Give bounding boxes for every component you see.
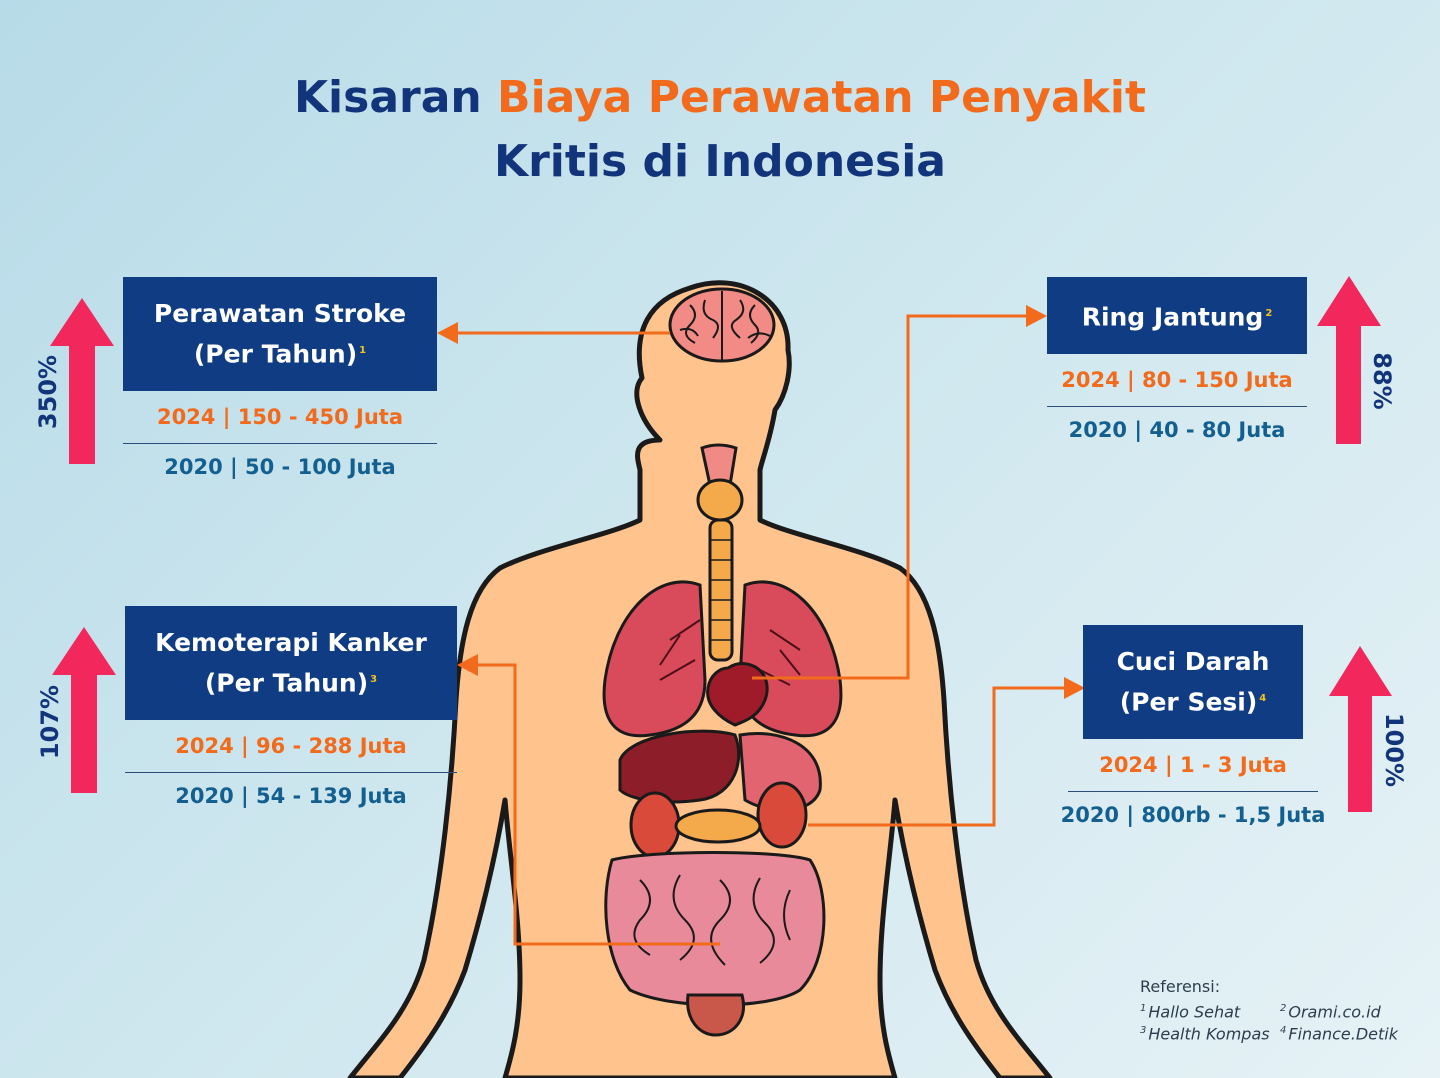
card-ring-title: Ring Jantung $^2$: [1081, 302, 1273, 332]
stroke-increase: 350%: [34, 354, 62, 430]
reference-item: $^4$ Finance.Detik: [1280, 1024, 1398, 1044]
ref-marker: 1: [359, 345, 367, 357]
brain-icon: [670, 289, 774, 361]
connector-cuci-arrowhead: [1064, 677, 1085, 699]
cuci-cost-2024: 2024 | 1 - 3 Juta: [1099, 753, 1287, 777]
right-kidney-icon: [758, 783, 806, 847]
kemo-divider: [125, 772, 457, 773]
kemo-cost-2020: 2020 | 54 - 139 Juta: [175, 784, 407, 808]
references-heading: Referensi:: [1140, 977, 1221, 996]
cuci-cost-2020: 2020 | 800rb - 1,5 Juta: [1060, 803, 1326, 827]
card-stroke-title: Perawatan Stroke: [153, 299, 407, 329]
stroke-cost-2020: 2020 | 50 - 100 Juta: [164, 455, 396, 479]
stroke-cost-2024: 2024 | 150 - 450 Juta: [156, 405, 404, 429]
card-stroke-subtitle: (Per Tahun) $^1$: [193, 339, 367, 369]
card-cuci-subtitle: (Per Sesi) $^4$: [1119, 687, 1267, 717]
reference-item: $^3$ Health Kompas: [1140, 1024, 1270, 1044]
connector-ring-arrowhead: [1026, 305, 1047, 327]
ring-cost-2020: 2020 | 40 - 80 Juta: [1068, 418, 1286, 442]
reference-item: $^1$ Hallo Sehat: [1140, 1002, 1241, 1022]
thyroid-icon: [698, 480, 742, 520]
cuci-divider: [1068, 791, 1318, 792]
ref-marker: 3: [370, 674, 378, 686]
ring-divider: [1047, 406, 1307, 407]
card-cuci: [1083, 625, 1303, 739]
cuci-increase: 100%: [1380, 712, 1408, 788]
title-line-2: Kritis di Indonesia: [494, 136, 946, 187]
ring-increase: 88%: [1368, 352, 1396, 410]
title-text-plain: Kisaran: [293, 72, 498, 123]
card-ring: [1047, 277, 1307, 354]
left-kidney-icon: [631, 793, 679, 857]
trachea-icon: [710, 520, 732, 660]
card-stroke: [123, 277, 437, 391]
ref-marker: 2: [1265, 308, 1273, 320]
title-text-accent: Biaya Perawatan Penyakit: [497, 72, 1147, 123]
kemo-cost-2024: 2024 | 96 - 288 Juta: [175, 734, 407, 758]
kemo-increase: 107%: [36, 684, 64, 760]
intestines-icon: [606, 853, 824, 1006]
reference-item: $^2$ Orami.co.id: [1280, 1002, 1381, 1022]
card-cuci-title: Cuci Darah: [1116, 647, 1270, 677]
card-kemo: [125, 606, 457, 720]
card-kemo-title: Kemoterapi Kanker: [155, 628, 427, 658]
stroke-divider: [123, 443, 437, 444]
connector-stroke-arrowhead: [437, 322, 458, 344]
pancreas-icon: [676, 810, 760, 842]
card-kemo-subtitle: (Per Tahun) $^3$: [204, 668, 378, 698]
ring-cost-2024: 2024 | 80 - 150 Juta: [1061, 368, 1293, 392]
ref-marker: 4: [1259, 693, 1267, 705]
